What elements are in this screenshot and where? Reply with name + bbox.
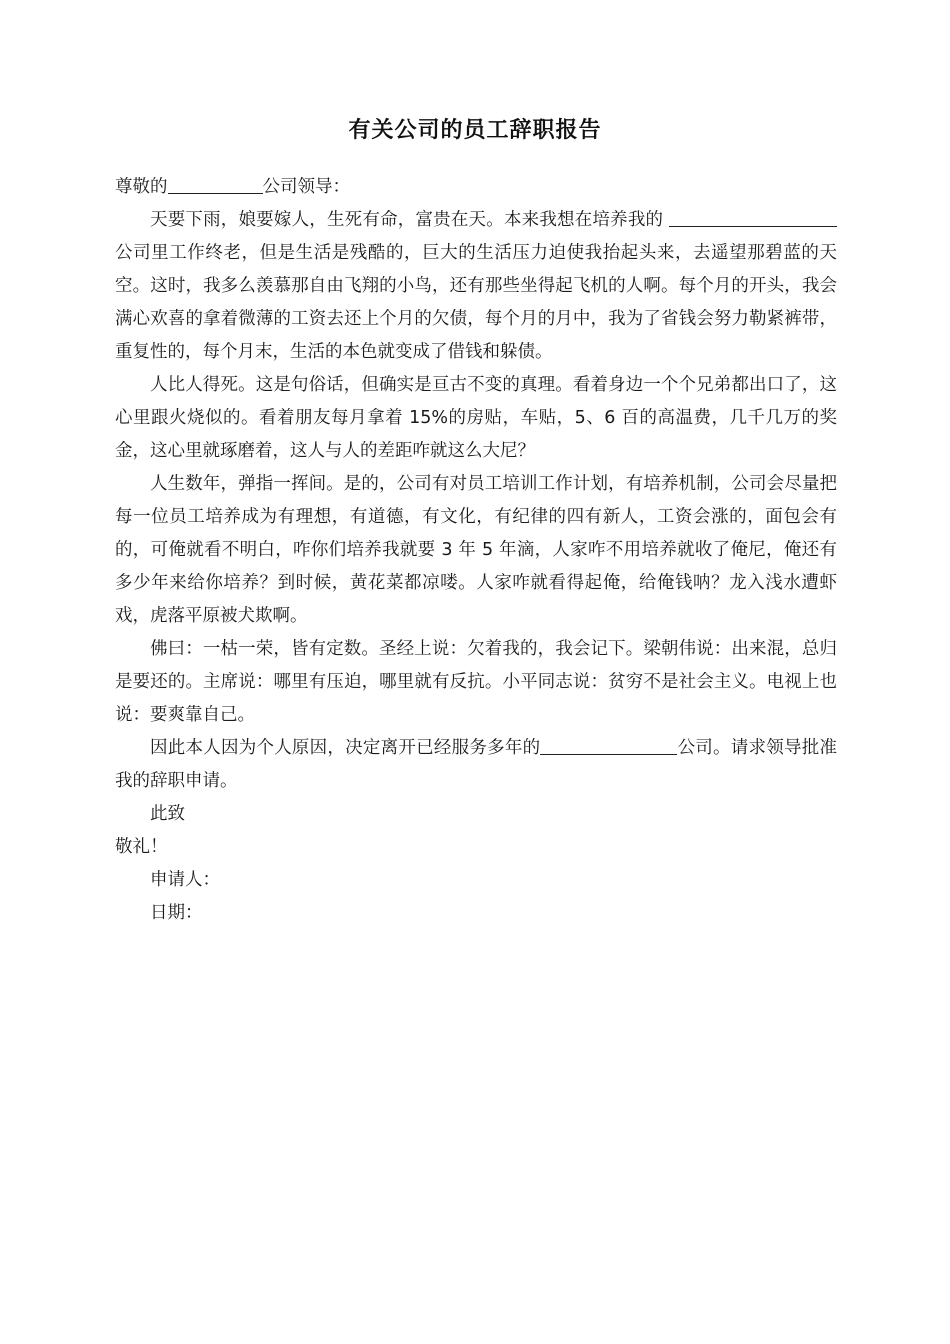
company-name-blank [540,732,677,755]
paragraph-5-start: 因此本人因为个人原因，决定离开已经服务多年的 [150,738,541,758]
salutation-prefix: 尊敬的 [115,177,168,197]
closing-line-2: 敬礼！ [115,837,168,857]
applicant-label: 申请人： [150,870,220,890]
paragraph-5-rest: 公司。请求领导批准我的辞职申请。 [115,738,838,791]
paragraph-4: 佛曰：一枯一荣，皆有定数。圣经上说：欠着我的，我会记下。梁朝伟说：出来混，总归是要还的。主席说：哪里有压迫，哪里就有反抗。小平同志说：贫穷不是社会主义。电视上也说：要爽靠自己。 [115,639,837,725]
closing-line-1: 此致 [150,804,185,824]
paragraph-2: 人比人得死。这是句俗话，但确实是亘古不变的真理。看着身边一个个兄弟都出口了，这心里跟火烧似的。看着朋友每月拿着 15%的房贴，车贴，5、6 百的高温费，几千几万的奖金，这心里就琢磨着，这人与人的差距咋就这么大尼？ [115,375,837,461]
paragraph-5 [115,732,837,798]
paragraph-1-rest: 公司里工作终老，但是生活是残酷的，巨大的生活压力迫使我抬起头来，去遥望那碧蓝的天空。这时，我多么羡慕那自由飞翔的小鸟，还有那些坐得起飞机的人啊。每个月的开头，我会满心欢喜的拿着微薄的工资去还上个月的欠债，每个月的月中，我为了省钱会努力勒紧裤带，重复性的，每个月末，生活的本色就变成了借钱和躲债。 [115,243,837,362]
date-label: 日期： [150,903,203,923]
document-title: 有关公司的员工辞职报告 [348,118,602,143]
paragraph-1-start: 天要下雨，娘要嫁人，生死有命，富贵在天。本来我想在培养我的 [150,210,664,230]
document-body [115,171,837,930]
paragraph-3: 人生数年，弹指一挥间。是的，公司有对员工培训工作计划，有培养机制，公司会尽量把每一位员工培养成为有理想，有道德，有文化，有纪律的四有新人，工资会涨的，面包会有的，可俺就看不明白，咋你们培养我就要 3 年 5 年滴，人家咋不用培养就收了俺尼，俺还有多少年来给你培养？到时候，黄花菜都凉喽。人家咋就看得起俺，给俺钱呐？龙入浅水遭虾戏，虎落平原被犬欺啊。 [115,474,837,626]
company-name-blank-continued [807,204,837,227]
company-name-blank [168,171,263,194]
paragraph-1 [115,204,837,369]
salutation [115,171,837,204]
salutation-suffix: 公司领导： [262,177,350,197]
company-name-blank [669,204,807,227]
